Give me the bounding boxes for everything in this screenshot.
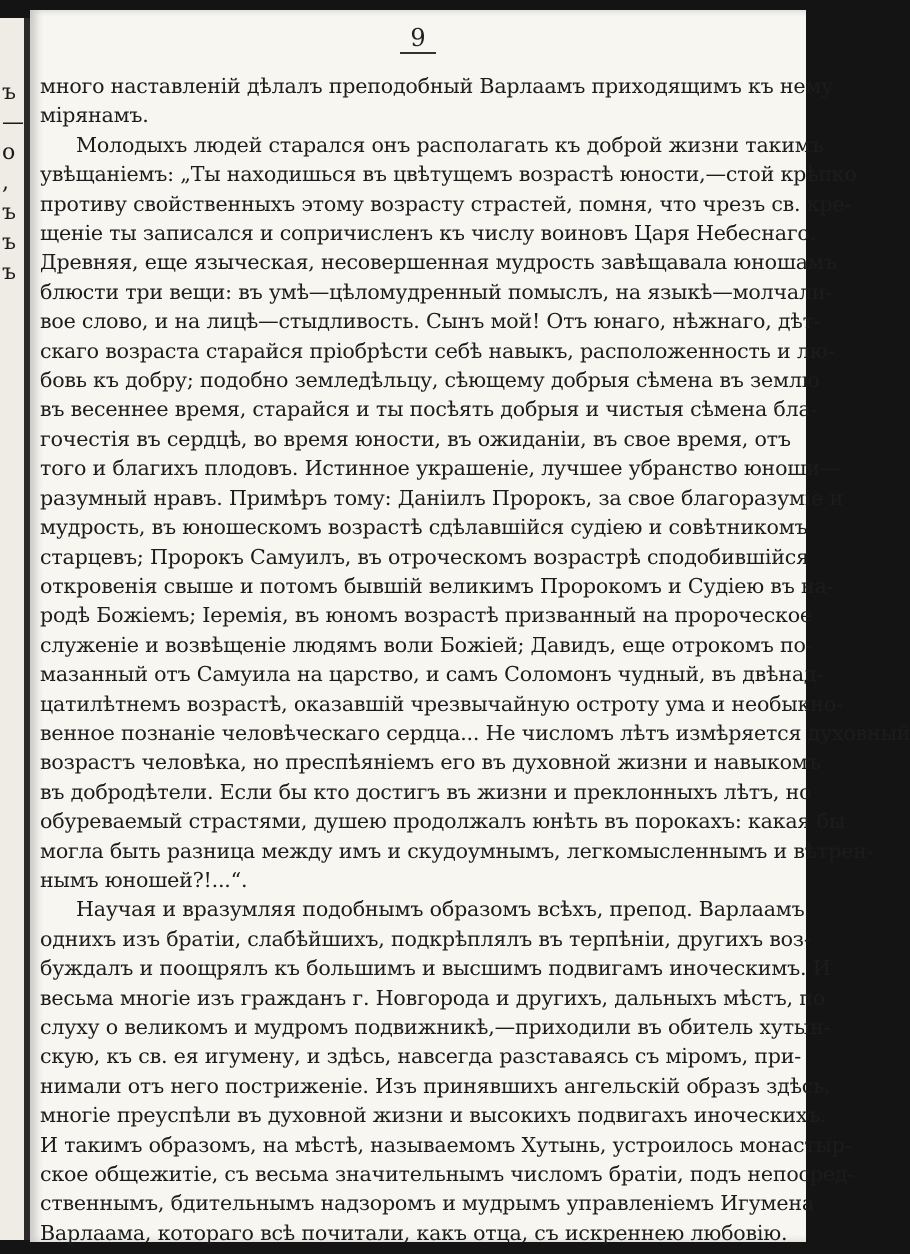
- text-line: И такимъ образомъ, на мѣстѣ, называемомъ Хутынь, устроилось монастыр-: [40, 1132, 852, 1157]
- book-page: [30, 10, 910, 1245]
- text-line: Молодыхъ людей старался онъ располагать къ доброй жизни такимъ: [76, 132, 824, 157]
- text-line: Научая и вразумляя подобнымъ образомъ всѣхъ, препод. Варлаамъ: [76, 897, 805, 922]
- text-line: блюсти три вещи: въ умѣ—цѣломудренный помыслъ, на языкѣ—молчали-: [40, 279, 833, 304]
- text-line: бовь къ добру; подобно земледѣльцу, сѣющему добрыя сѣмена въ землю: [40, 368, 820, 393]
- facing-page-char: —: [2, 110, 24, 135]
- text-line: скую, къ св. ея игумену, и здѣсь, навсегда разставаясь съ міромъ, при-: [40, 1044, 802, 1069]
- paragraph: [40, 895, 855, 1248]
- text-line: того и благихъ плодовъ. Истинное украшеніе, лучшее убранство юноши—: [40, 456, 841, 481]
- text-line: Древняя, еще языческая, несовершенная мудрость завѣщавала юношамъ: [40, 250, 837, 275]
- text-line: однихъ изъ братіи, слабѣйшихъ, подкрѣплялъ въ терпѣніи, другихъ воз-: [40, 926, 811, 951]
- facing-page-char: ъ: [2, 230, 16, 255]
- text-line: разумный нравъ. Примѣръ тому: Даніилъ Пророкъ, за свое благоразуміе и: [40, 485, 844, 510]
- text-line: возрастъ человѣка, но преспѣяніемъ его въ духовной жизни и навыкомъ: [40, 750, 821, 775]
- facing-page-char: ъ: [2, 200, 16, 225]
- text-line: обуреваемый страстями, душею продолжалъ юнѣть въ порокахъ: какая бы: [40, 809, 845, 834]
- text-line: противу свойственныхъ этому возрасту страстей, помня, что чрезъ св. кре-: [40, 191, 852, 216]
- text-line: нимали отъ него постриженіе. Изъ принявшихъ ангельскій образъ здѣсь,: [40, 1073, 831, 1098]
- text-line: Варлаама, котораго всѣ почитали, какъ отца, съ искреннею любовію.: [40, 1220, 788, 1245]
- text-line: весьма многіе изъ гражданъ г. Новгорода и другихъ, дальныхъ мѣстъ, по: [40, 985, 825, 1010]
- page-number: [30, 24, 806, 54]
- text-line: въ весеннее время, старайся и ты посѣять добрыя и чистыя сѣмена бла-: [40, 397, 818, 422]
- text-line: откровенія свыше и потомъ бывшій великимъ Пророкомъ и Судіею въ на-: [40, 573, 834, 598]
- text-line: мудрость, въ юношескомъ возрастѣ сдѣлавшійся судіею и совѣтникомъ: [40, 515, 808, 540]
- text-line: вое слово, и на лицѣ—стыдливость. Сынъ мой! Отъ юнаго, нѣжнаго, дѣт-: [40, 309, 821, 334]
- text-line: мірянамъ.: [40, 103, 149, 128]
- text-line: могла быть разница между имъ и скудоумнымъ, легкомысленнымъ и вѣтрен-: [40, 838, 874, 863]
- facing-page-char: ъ: [2, 260, 16, 285]
- text-line: щеніе ты записался и сопричисленъ къ числу воиновъ Царя Небеснаго.: [40, 221, 816, 246]
- text-line: въ добродѣтели. Если бы кто достигъ въ жизни и преклонныхъ лѣтъ, но: [40, 779, 812, 804]
- paragraph: [40, 72, 834, 131]
- text-line: много наставленій дѣлалъ преподобный Варлаамъ приходящимъ къ нему: [40, 74, 834, 98]
- text-line: скаго возраста старайся пріобрѣсти себѣ навыкъ, расположенность и лю-: [40, 338, 835, 363]
- text-line: гочестія въ сердцѣ, во время юности, въ ожиданіи, въ свое время, отъ: [40, 426, 791, 451]
- text-line: родѣ Божіемъ; Іеремія, въ юномъ возрастѣ призванный на пророческое: [40, 603, 812, 628]
- text-line: слуху о великомъ и мудромъ подвижникѣ,—приходили въ обитель хутын-: [40, 1015, 831, 1039]
- page-text: [40, 72, 910, 1248]
- facing-page-char: ъ: [2, 80, 16, 105]
- text-line: цатилѣтнемъ возрастѣ, оказавшій чрезвычайную остроту ума и необыкно-: [40, 691, 843, 716]
- text-line: многіе преуспѣли въ духовной жизни и высокихъ подвигахъ иноческихъ.: [40, 1103, 827, 1128]
- text-line: старцевъ; Пророкъ Самуилъ, въ отроческомъ возрастрѣ сподобившійся: [40, 544, 809, 569]
- text-line: венное познаніе человѣческаго сердца... Не числомъ лѣтъ измѣряется духовный: [40, 720, 910, 745]
- text-line: служеніе и возвѣщеніе людямъ воли Божіей; Давидъ, еще отрокомъ по-: [40, 632, 813, 657]
- text-line: буждалъ и поощрялъ къ большимъ и высшимъ подвигамъ иноческимъ. И: [40, 956, 831, 981]
- text-line: нымъ юношей?!...“.: [40, 867, 248, 892]
- facing-page-char: ,: [2, 170, 9, 195]
- text-line: ственнымъ, бдительнымъ надзоромъ и мудрымъ управленіемъ Игумена: [40, 1191, 814, 1216]
- facing-page-char: о: [2, 140, 16, 165]
- text-line: увѣщаніемъ: „Ты находишься въ цвѣтущемъ возрастѣ юности,—стой крѣпко: [40, 162, 857, 187]
- facing-page-edge: [0, 18, 24, 1240]
- page-number-text: 9: [400, 24, 435, 54]
- paragraph: [40, 131, 910, 896]
- text-line: ское общежитіе, съ весьма значительнымъ числомъ братіи, подъ непосред-: [40, 1162, 855, 1187]
- text-line: мазанный отъ Самуила на царство, и самъ Соломонъ чудный, въ двѣнад-: [40, 662, 824, 687]
